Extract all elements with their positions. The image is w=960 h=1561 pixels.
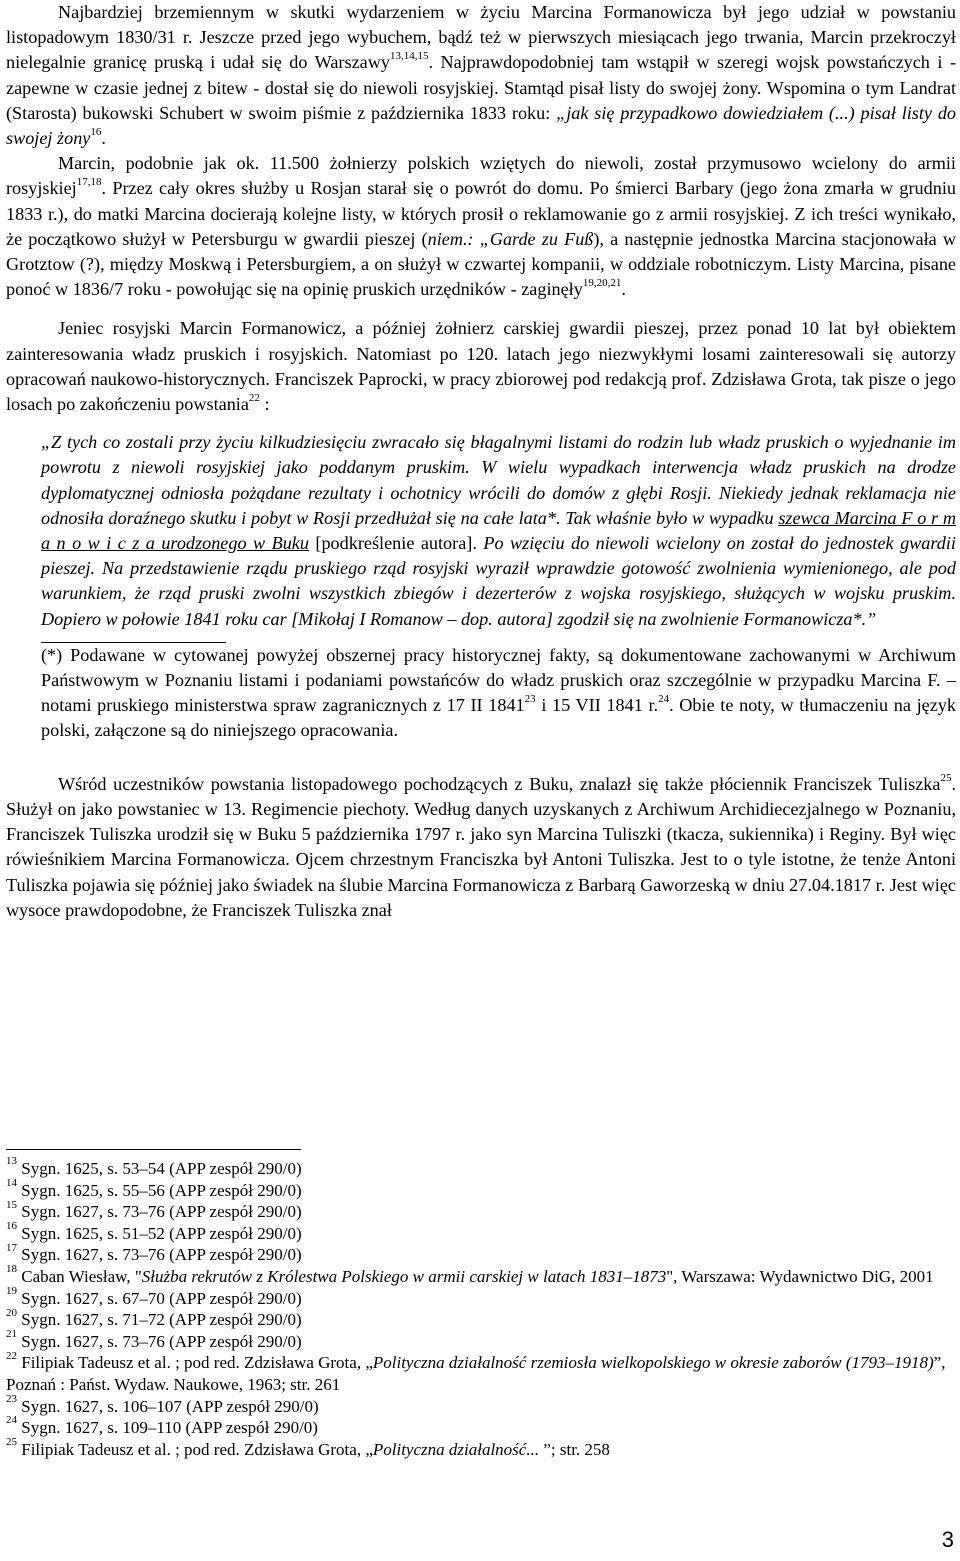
footnote (6, 1198, 956, 1223)
text: Najbardziej brzemiennym w skutki wydarzeniem w życiu Marcina Formanowicza był jego udział w powstaniu listopadowym 1830/31 r. Jeszcze przed jego wybuchem, bądź też w pierwszych miesiącach jego trwania, Marcin przekroczył nielegalnie granicę pruską i udał się do Warszawy (6, 2, 956, 73)
footnote (6, 1155, 956, 1180)
footnote-text: ”, Poznań : Państ. Wydaw. Naukowe, 1963; str. 261 (6, 1353, 946, 1394)
footnote-ref[interactable]: 25 (940, 771, 952, 784)
footnote-number: 19 (6, 1284, 17, 1297)
footnote-title: Polityczna działalność rzemiosła wielkopolskiego w okresie zaborów (1793–1918) (372, 1353, 934, 1373)
footnote (6, 1284, 956, 1310)
footnote-text: Sygn. 1627, s. 67–70 (APP zespół 290/0) (21, 1288, 302, 1308)
text: . Najprawdopodobniej tam wstąpił w szeregi wojsk powstańczych i - zapewne w czasie jednej z bitew - dostał się do niewoli rosyjskiej. Stamtąd pisał listy do swojej żony. Wspomina o tym Landrat (Starosta) bukowski Schubert w swoim piśmie z października 1833 roku: (6, 52, 956, 123)
footnote-ref[interactable]: 22 (248, 391, 260, 404)
footnote-number: 20 (6, 1306, 17, 1319)
footnote-number: 23 (6, 1392, 17, 1405)
footnote-number: 25 (6, 1436, 17, 1449)
footnote (6, 1328, 956, 1353)
footnote-text: Sygn. 1627, s. 106–107 (APP zespół 290/0) (21, 1396, 319, 1416)
footnote (6, 1436, 956, 1461)
footnote-number: 18 (6, 1263, 17, 1276)
footnote-number: 16 (6, 1220, 17, 1233)
text: i 15 VII 1841 r. (535, 695, 659, 716)
footnote-text: Caban Wiesław, " (21, 1266, 142, 1286)
author-note: [podkreślenie autora]. (308, 533, 484, 554)
footnote-number: 17 (6, 1241, 17, 1254)
footnote-title: Służba rekrutów z Królestwa Polskiego w armii carskiej w latach 1831–1873 (141, 1266, 667, 1286)
footnote-number: 15 (6, 1198, 17, 1211)
paragraph-powstanie (6, 0, 956, 151)
page-number: 3 (941, 1527, 954, 1552)
footnote-text: Sygn. 1627, s. 73–76 (APP zespół 290/0) (21, 1331, 302, 1351)
footnote-number: 24 (6, 1414, 17, 1427)
footnote-text: Sygn. 1627, s. 109–110 (APP zespół 290/0) (21, 1418, 318, 1438)
footnote-title: Polityczna działalność... (372, 1439, 540, 1459)
text: ), a następnie jednostka Marcina stacjonowała w Grotztow (?), między Moskwą i Petersburgiem, a on służył w czwartej kompanii, w oddziale robotniczym. Listy Marcina, pisane ponoć w 1836/7 roku - powołując się na opinię pruskich urzędników - zaginęły (6, 228, 957, 300)
footnote-number: 13 (6, 1155, 17, 1168)
footnote-ref[interactable]: 13,14,15 (389, 50, 429, 63)
footnote-ref[interactable]: 19,20,21 (582, 277, 622, 290)
footnote-text: Sygn. 1625, s. 51–52 (APP zespół 290/0) (21, 1223, 302, 1243)
footnote-text: Filipiak Tadeusz et al. ; pod red. Zdzisława Grota, „ (21, 1439, 373, 1459)
footnote (6, 1414, 956, 1439)
footnote-text: ”; str. 258 (539, 1439, 610, 1459)
footnote-text: Sygn. 1627, s. 73–76 (APP zespół 290/0) (21, 1202, 302, 1222)
text: : (259, 394, 270, 415)
footnote-ref[interactable]: 23 (524, 693, 536, 706)
text: . (621, 279, 626, 300)
footnote-text: Sygn. 1627, s. 71–72 (APP zespół 290/0) (21, 1310, 302, 1330)
footnote-text: Sygn. 1625, s. 53–54 (APP zespół 290/0) (21, 1159, 302, 1178)
underlined-text: szewca Marcina F o r m a n o w i c z a urodzonego w Buku (41, 507, 956, 554)
quote-inline: „jak się przypadkowo dowiedziałem (...) pisał listy do swojej żony (6, 102, 957, 149)
paragraph-tuliszka (6, 772, 956, 923)
footnote (6, 1392, 956, 1418)
footnote-text: Sygn. 1627, s. 73–76 (APP zespół 290/0) (21, 1245, 302, 1265)
footnote-ref[interactable]: 17,18 (76, 176, 102, 189)
footnote (6, 1241, 956, 1266)
footnote-divider (6, 1149, 301, 1150)
footnote (6, 1306, 956, 1331)
text: (*) Podawane w cytowanej powyżej obszernej pracy historycznej fakty, są dokumentowane zachowanymi w Archiwum Państwowym w Poznaniu listami i podaniami powstańców do władz pruskich oraz szczególnie w przypadku Marcina F. – notami pruskiego ministerstwa spraw zagranicznych z 17 II 1841 (41, 644, 956, 716)
quote-inline: niem.: „Garde zu Fuß (427, 228, 594, 249)
paragraph-jeniec (6, 316, 956, 417)
document-page (6, 0, 957, 1459)
text: Jeniec rosyjski Marcin Formanowicz, a później żołnierz carskiej gwardii pieszej, przez ponad 10 lat był obiektem zainteresowania władz pruskich i rosyjskich. Natomiast po 120. latach jego niezwykłymi losami zainteresowali się autorzy opracowań naukowo-historycznych. Franciszek Paprocki, w pracy zbiorowej pod redakcją prof. Zdzisława Grota, tak pisze o jego losach po zakończeniu powstania (6, 318, 956, 415)
text: . Służył on jako powstaniec w 13. Regimencie piechoty. Według danych uzyskanych z Archiwum Archidiecezjalnego w Poznaniu, Franciszek Tuliszka urodził się w Buku 5 października 1797 r. jako syn Marcina Tuliszki (tkacza, sukiennika) i Reginy. Był więc rówieśnikiem Marcina Formanowicza. Ojcem chrzestnym Franciszka był Antoni Tuliszka. Jest to o tyle istotne, że tenże Antoni Tuliszka pojawia się później jako świadek na ślubie Marcina Formanowicza z Barbarą Gaworzeską w dniu 27.04.1817 r. Jest więc wysoce prawdopodobne, że Franciszek Tuliszka znał (6, 773, 956, 920)
text: . Obie te noty, w tłumaczeniu na język polski, załączone są do niniejszego opracowania. (41, 695, 956, 741)
footnote-ref[interactable]: 16 (90, 125, 102, 138)
footnote-number: 21 (6, 1328, 17, 1341)
quote-text: „Z tych co zostali przy życiu kilkudziesięciu zwracało się błagalnymi listami do rodzin lub władz pruskich o wyjednanie im powrotu z niewoli rosyjskiej jako poddanym pruskim. W wielu wypadkach interwencja władz pruskich na drodze dyplomatycznej odniosła pożądane rezultaty i ochotnicy wrócili do domów z głębi Rosji. Niekiedy jednak reklamacja nie odnosiła doraźnego skutku i pobyt w Rosji przedłużał się na całe lata*. Tak właśnie było w wypadku (41, 432, 956, 528)
footnote-number: 14 (6, 1176, 17, 1189)
quote-text: Po wzięciu do niewoli wcielony on został do jednostek gwardii pieszej. Na przedstawienie rządu pruskiego rząd rosyjski wyraził wprawdzie gotowość zwolnienia wymienionego, ale pod warunkiem, że rząd pruski zwolni wszystkich zbiegów i dezerterów z wojska rosyjskiego, służących w wojsku pruskim. Dopiero w połowie 1841 roku car [Mikołaj I Romanow – dop. autora] zgodził się na zwolnienie Formanowicza*.” (41, 533, 956, 629)
footnote (6, 1263, 956, 1288)
footnote-text: ", Warszawa: Wydawnictwo DiG, 2001 (666, 1266, 934, 1286)
text: Marcin, podobnie jak ok. 11.500 żołnierzy polskich wziętych do niewoli, został przymusowo wcielony do armii rosyjskiej (6, 153, 956, 199)
paragraph-niewola (6, 151, 956, 302)
asterisk-note (41, 643, 956, 744)
footnote-number: 22 (6, 1349, 17, 1362)
text: Wśród uczestników powstania listopadowego pochodzących z Buku, znalazł się także płóciennik Franciszek Tuliszka (58, 773, 941, 794)
footnotes (6, 1149, 956, 1460)
footnote (6, 1349, 956, 1395)
footnote-text: Filipiak Tadeusz et al. ; pod red. Zdzisława Grota, „ (21, 1353, 373, 1373)
text: . (101, 128, 106, 149)
footnote (6, 1176, 956, 1202)
footnote-text: Sygn. 1625, s. 55–56 (APP zespół 290/0) (21, 1180, 302, 1200)
block-quote (41, 430, 956, 632)
text: . Przez cały okres służby u Rosjan starał się o powrót do domu. Po śmierci Barbary (jego żona zmarła w grudniu 1833 r.), do matki Marcina docierają kolejne listy, w których prosił o reklamowanie go z armii rosyjskiej. Z ich treści wynikało, że początkowo służył w Petersburgu w gwardii pieszej ( (6, 178, 956, 249)
footnote (6, 1220, 956, 1245)
footnote-ref[interactable]: 24 (658, 693, 670, 706)
